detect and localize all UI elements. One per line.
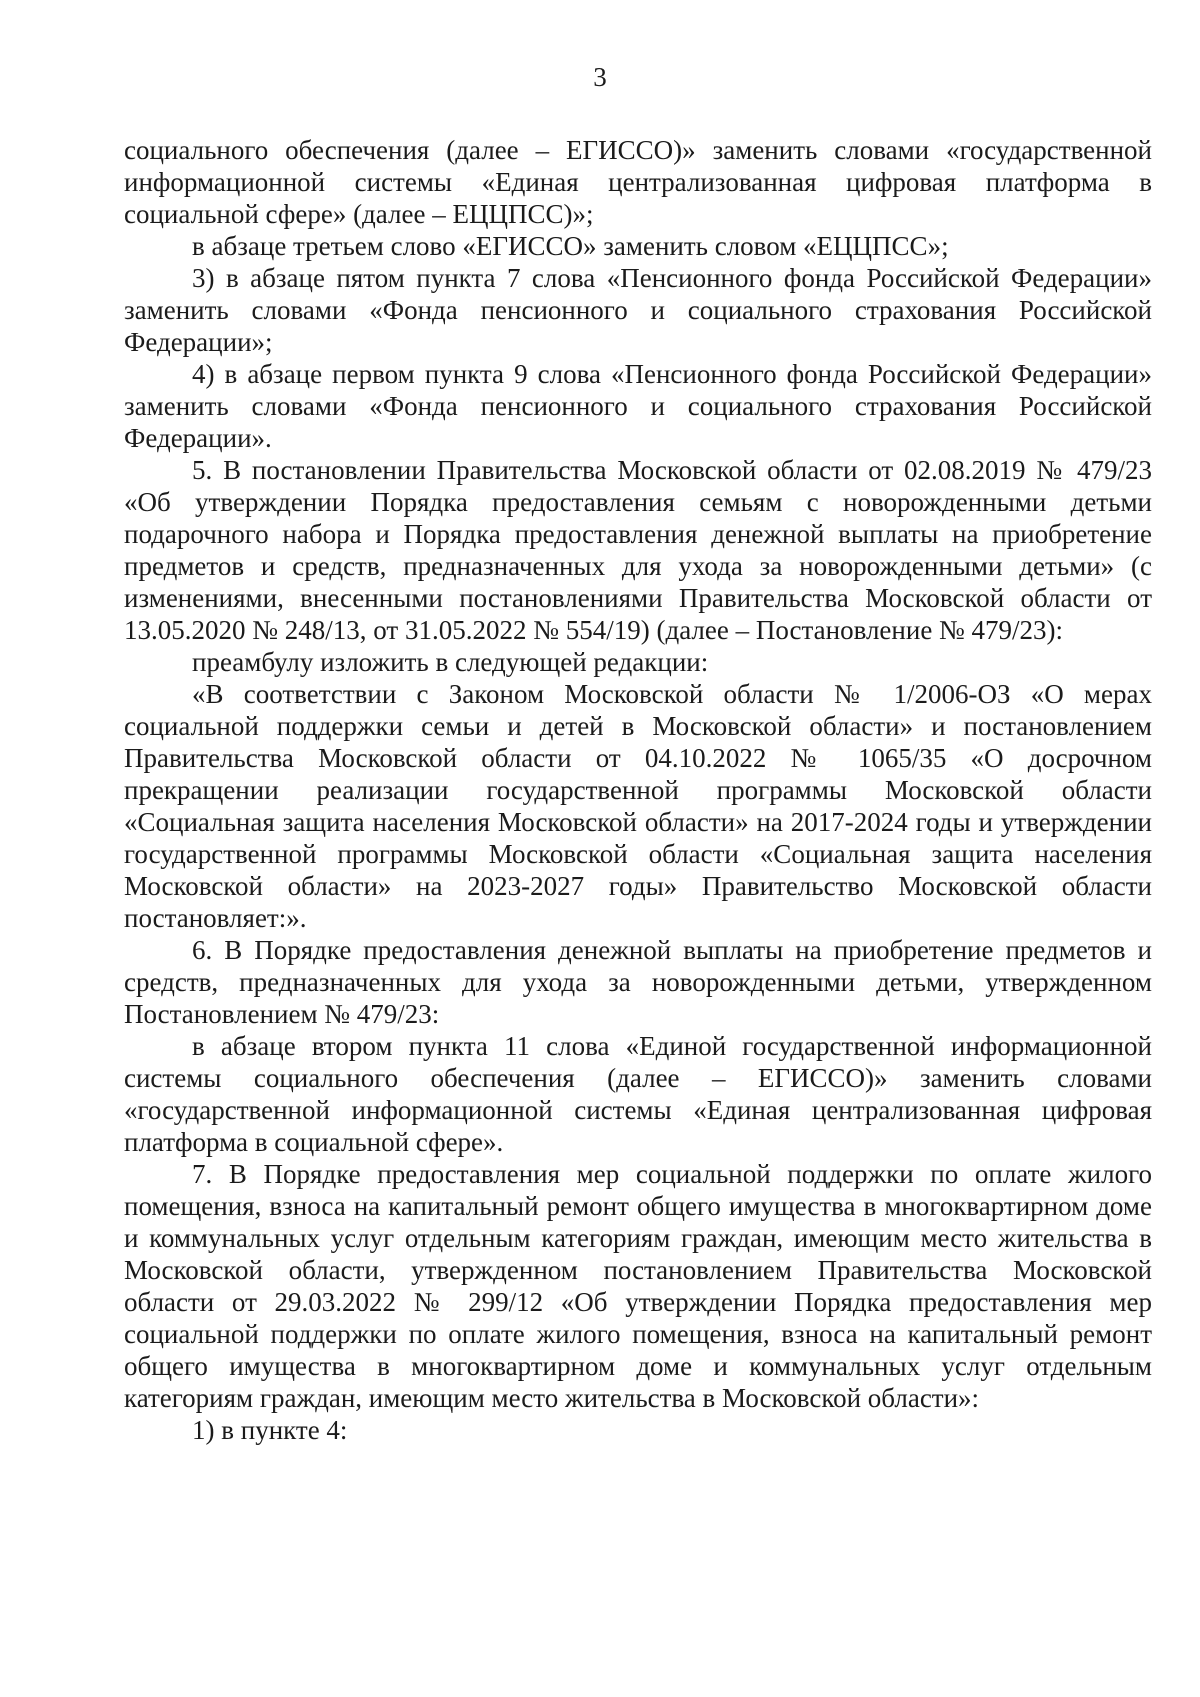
paragraph-item-4: 4) в абзаце первом пункта 9 слова «Пенсионного фонда Российской Федерации» заменить словами «Фонда пенсионного и социального страхования Российской Федерации». (124, 359, 1152, 453)
paragraph-preamble-text: «В соответствии с Законом Московской области № 1/2006-ОЗ «О мерах социальной поддержки семьи и детей в Московской области» и постановлением Правительства Московской области от 04.10.2022 № 1065/35 «О досрочном прекращении реализации государственной программы Московской области «Социальная защита населения Московской области» на 2017-2024 годы и утверждении государственной программы Московской области «Социальная защита населения Московской области» на 2023-2027 годы» Правительство Московской области постановляет:». (124, 679, 1152, 933)
paragraph-section-7: 7. В Порядке предоставления мер социальной поддержки по оплате жилого помещения, взноса на капитальный ремонт общего имущества в многоквартирном доме и коммунальных услуг отдельным категориям граждан, имеющим место жительства в Московской области, утвержденном постановлением Правительства Московской области от 29.03.2022 № 299/12 «Об утверждении Порядка предоставления мер социальной поддержки по оплате жилого помещения, взноса на капитальный ремонт общего имущества в многоквартирном доме и коммунальных услуг отдельным категориям граждан, имеющим место жительства в Московской области»: (124, 1159, 1152, 1413)
paragraph-point-4: 1) в пункте 4: (192, 1415, 348, 1445)
paragraph-preamble-intro: преамбулу изложить в следующей редакции: (192, 647, 709, 677)
page-number: 3 (593, 62, 607, 92)
paragraph-item-3: 3) в абзаце пятом пункта 7 слова «Пенсионного фонда Российской Федерации» заменить словами «Фонда пенсионного и социального страхования Российской Федерации»; (124, 263, 1152, 357)
paragraph-section-6: 6. В Порядке предоставления денежной выплаты на приобретение предметов и средств, предназначенных для ухода за новорожденными детьми, утвержденном Постановлением № 479/23: (124, 935, 1152, 1029)
paragraph-third-abzac: в абзаце третьем слово «ЕГИССО» заменить словом «ЕЦЦПСС»; (192, 231, 949, 261)
paragraph-section-5: 5. В постановлении Правительства Московской области от 02.08.2019 № 479/23 «Об утверждении Порядка предоставления семьям с новорожденными детьми подарочного набора и Порядка предоставления денежной выплаты на приобретение предметов и средств, предназначенных для ухода за новорожденными детьми» (с изменениями, внесенными постановлениями Правительства Московской области от 13.05.2020 № 248/13, от 31.05.2022 № 554/19) (далее – Постановление № 479/23): (124, 455, 1152, 645)
paragraph-item-11: в абзаце втором пункта 11 слова «Единой государственной информационной системы социального обеспечения (далее – ЕГИССО)» заменить словами «государственной информационной системы «Единая централизованная цифровая платформа в социальной сфере». (124, 1031, 1152, 1157)
paragraph-egisso-replacement: социального обеспечения (далее – ЕГИССО)» заменить словами «государственной информационной системы «Единая централизованная цифровая платформа в социальной сфере» (далее – ЕЦЦПСС)»; (124, 135, 1152, 229)
document-body (124, 134, 1152, 1446)
